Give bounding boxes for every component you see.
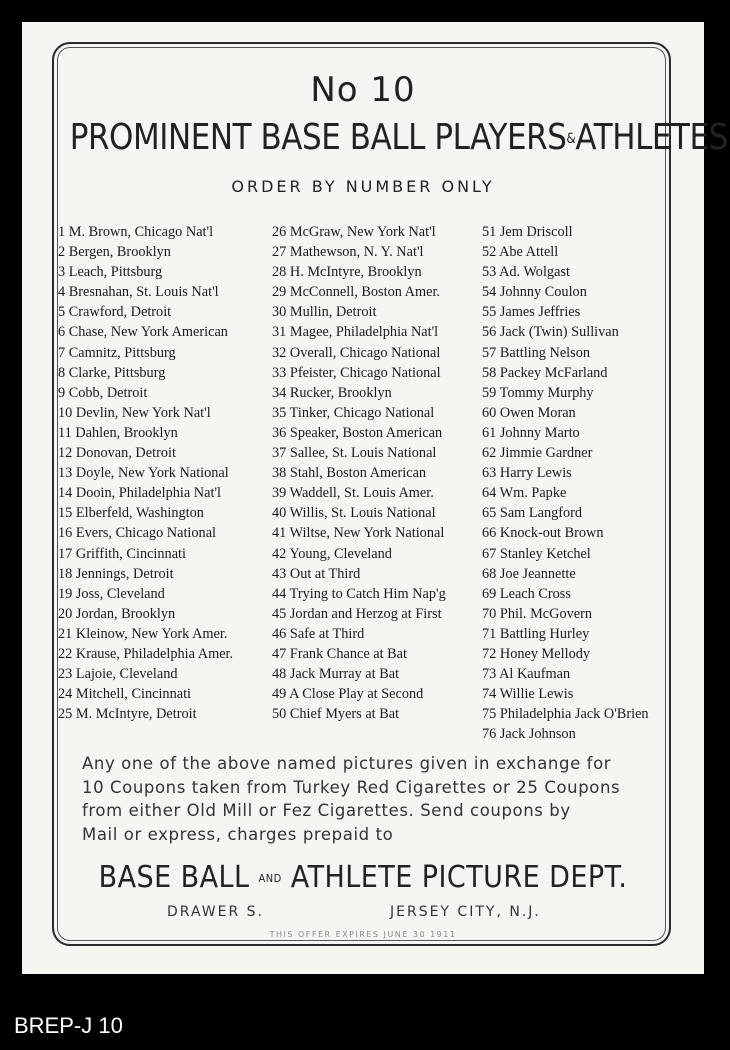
list-item: 54 Johnny Coulon	[482, 284, 587, 301]
image-caption: BREP-J 10	[14, 1013, 123, 1038]
list-item: 57 Battling Nelson	[482, 344, 591, 361]
offer-line: 10 Coupons taken from Turkey Red Cigarettes or 25 Coupons	[82, 777, 621, 797]
list-item: 45 Jordan and Herzog at First	[272, 605, 442, 622]
list-item: 56 Jack (Twin) Sullivan	[482, 324, 619, 341]
list-item: 43 Out at Third	[272, 565, 361, 582]
list-item: 21 Kleinow, New York Amer.	[58, 625, 228, 642]
list-item: 16 Evers, Chicago National	[58, 525, 217, 542]
list-item: 29 McConnell, Boston Amer.	[272, 284, 440, 301]
list-item: 30 Mullin, Detroit	[272, 304, 377, 321]
list-item: 61 Johnny Marto	[482, 424, 580, 441]
list-item: 6 Chase, New York American	[58, 324, 228, 341]
list-item: 7 Camnitz, Pittsburg	[58, 344, 176, 361]
title-ampersand: &	[566, 131, 576, 147]
list-item: 15 Elberfeld, Washington	[58, 505, 204, 522]
list-item: 36 Speaker, Boston American	[272, 424, 443, 441]
department-name	[56, 860, 670, 895]
list-item: 23 Lajoie, Cleveland	[58, 666, 178, 683]
list-item: 22 Krause, Philadelphia Amer.	[58, 645, 234, 662]
list-item: 28 H. McIntyre, Brooklyn	[272, 264, 422, 281]
list-item: 32 Overall, Chicago National	[272, 344, 441, 361]
list-item: 18 Jennings, Detroit	[58, 565, 174, 582]
list-item: 52 Abe Attell	[482, 244, 559, 261]
list-item: 67 Stanley Ketchel	[482, 545, 591, 562]
list-item: 55 James Jeffries	[482, 304, 581, 321]
card-title	[69, 117, 728, 158]
list-item: 24 Mitchell, Cincinnati	[58, 686, 192, 703]
list-item: 66 Knock-out Brown	[482, 525, 604, 542]
address-city: JERSEY CITY, N.J.	[390, 904, 541, 920]
address-drawer: DRAWER S.	[167, 904, 264, 920]
card-back	[22, 22, 728, 974]
list-item: 69 Leach Cross	[482, 585, 571, 602]
list-item: 38 Stahl, Boston American	[272, 465, 427, 482]
player-list-column-3	[482, 222, 649, 744]
list-item: 2 Bergen, Brooklyn	[58, 244, 171, 261]
player-list-column-1	[58, 222, 233, 724]
list-item: 20 Jordan, Brooklyn	[58, 605, 176, 622]
list-item: 50 Chief Myers at Bat	[272, 706, 400, 723]
list-item: 33 Pfeister, Chicago National	[272, 364, 441, 381]
list-item: 51 Jem Driscoll	[482, 224, 573, 240]
list-item: 41 Wiltse, New York National	[272, 525, 445, 542]
list-item: 31 Magee, Philadelphia Nat'l	[272, 324, 439, 341]
list-item: 62 Jimmie Gardner	[482, 445, 593, 462]
list-item: 44 Trying to Catch Him Nap'g	[272, 585, 446, 602]
list-item: 5 Crawford, Detroit	[58, 304, 172, 321]
list-item: 35 Tinker, Chicago National	[272, 404, 435, 421]
list-item: 9 Cobb, Detroit	[58, 384, 148, 401]
list-item: 39 Waddell, St. Louis Amer.	[272, 485, 434, 502]
dept-and: AND	[258, 872, 282, 885]
list-item: 76 Jack Johnson	[482, 726, 576, 743]
list-item: 59 Tommy Murphy	[482, 384, 594, 401]
list-item: 3 Leach, Pittsburg	[58, 264, 163, 281]
list-item: 74 Willie Lewis	[482, 686, 574, 703]
list-item: 1 M. Brown, Chicago Nat'l	[58, 224, 214, 240]
list-item: 70 Phil. McGovern	[482, 605, 592, 622]
list-item: 8 Clarke, Pittsburg	[58, 364, 166, 381]
list-item: 47 Frank Chance at Bat	[272, 645, 407, 662]
list-item: 4 Bresnahan, St. Louis Nat'l	[58, 284, 219, 301]
list-item: 60 Owen Moran	[482, 404, 576, 421]
offer-line: Mail or express, charges prepaid to	[82, 824, 394, 844]
offer-line: Any one of the above named pictures given in exchange for	[82, 754, 612, 773]
list-item: 37 Sallee, St. Louis National	[272, 445, 437, 462]
list-item: 19 Joss, Cleveland	[58, 585, 165, 602]
list-item: 10 Devlin, New York Nat'l	[58, 404, 211, 421]
title-part-1: PROMINENT BASE BALL PLAYERS	[69, 117, 567, 158]
list-item: 48 Jack Murray at Bat	[272, 666, 400, 683]
list-item: 65 Sam Langford	[482, 505, 583, 522]
order-instruction: ORDER BY NUMBER ONLY	[231, 177, 495, 196]
list-item: 14 Dooin, Philadelphia Nat'l	[58, 485, 221, 502]
list-item: 13 Doyle, New York National	[58, 465, 229, 482]
offer-text	[82, 752, 662, 846]
list-item: 63 Harry Lewis	[482, 465, 572, 482]
list-item: 68 Joe Jeannette	[482, 565, 576, 582]
dept-part-1: BASE BALL	[98, 860, 250, 895]
list-item: 46 Safe at Third	[272, 625, 365, 642]
title-part-2: ATHLETES	[575, 117, 728, 158]
list-item: 11 Dahlen, Brooklyn	[58, 424, 178, 441]
offer-expiry: THIS OFFER EXPIRES JUNE 30 1911	[269, 930, 457, 939]
list-item: 27 Mathewson, N. Y. Nat'l	[272, 244, 424, 261]
list-item: 40 Willis, St. Louis National	[272, 505, 436, 522]
list-item: 34 Rucker, Brooklyn	[272, 384, 392, 401]
list-item: 49 A Close Play at Second	[272, 686, 424, 703]
list-item: 53 Ad. Wolgast	[482, 264, 570, 281]
list-item: 64 Wm. Papke	[482, 485, 567, 502]
list-item: 42 Young, Cleveland	[272, 545, 392, 562]
offer-line: from either Old Mill or Fez Cigarettes. Send coupons by	[82, 801, 571, 820]
list-item: 12 Donovan, Detroit	[58, 445, 176, 462]
list-item: 75 Philadelphia Jack O'Brien	[482, 706, 649, 723]
player-list-column-2	[272, 222, 446, 724]
list-item: 25 M. McIntyre, Detroit	[58, 706, 197, 723]
dept-part-2: ATHLETE PICTURE DEPT.	[290, 860, 628, 895]
list-item: 58 Packey McFarland	[482, 364, 608, 381]
card-number: No 10	[310, 70, 416, 110]
list-item: 26 McGraw, New York Nat'l	[272, 224, 436, 240]
list-item: 17 Griffith, Cincinnati	[58, 545, 186, 562]
list-item: 72 Honey Mellody	[482, 645, 591, 662]
list-item: 73 Al Kaufman	[482, 666, 571, 683]
list-item: 71 Battling Hurley	[482, 625, 590, 642]
